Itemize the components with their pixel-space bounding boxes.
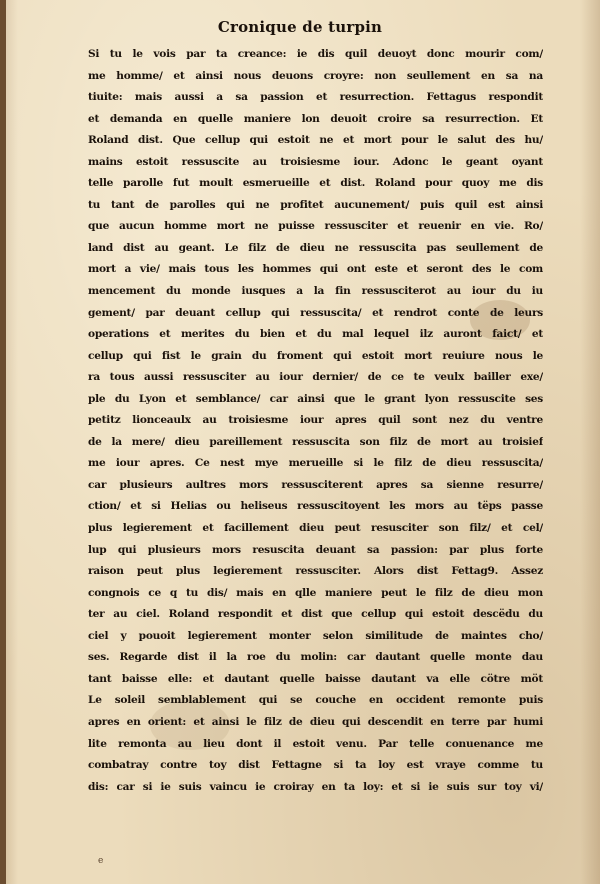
text-line: tiuite: mais aussi a sa passion et resurrection. Fettagus respondit bbox=[88, 91, 543, 104]
text-line: mencement du monde iusques a la fin ressusciterot au iour du iu bbox=[88, 285, 543, 298]
text-line: me homme/ et ainsi nous deuons croyre: non seullement en sa na bbox=[88, 69, 543, 82]
text-line: ction/ et si Helias ou heliseus ressuscitoyent les mors au tëps passe bbox=[88, 500, 543, 513]
text-line: tu tant de parolles qui ne profitet aucunement/ puis quil est ainsi bbox=[88, 198, 543, 211]
body-text-block bbox=[88, 44, 543, 798]
text-line: ciel y pouoit legierement monter selon similitude de maintes cho/ bbox=[88, 629, 543, 642]
text-line: plus legierement et facillement dieu peut resusciter son filz/ et cel/ bbox=[88, 522, 543, 535]
text-line: car plusieurs aultres mors ressusciterent apres sa sienne resurre/ bbox=[88, 478, 543, 491]
text-line: Roland dist. Que cellup qui estoit ne et mort pour le salut des hu/ bbox=[88, 134, 543, 147]
text-line: ter au ciel. Roland respondit et dist que cellup qui estoit descëdu du bbox=[88, 608, 543, 621]
text-line: ple du Lyon et semblance/ car ainsi que le grant lyon ressuscite ses bbox=[88, 392, 543, 405]
text-line: Si tu le vois par ta creance: ie dis quil deuoyt donc mourir com/ bbox=[88, 48, 543, 60]
footer-mark: e bbox=[98, 856, 104, 866]
text-line: dis: car si ie suis vaincu ie croiray en ta loy: et si ie suis sur toy vi/ bbox=[88, 780, 543, 793]
text-line: raison peut plus legierement ressusciter. Alors dist Fettag9. Assez bbox=[88, 565, 543, 578]
text-line: Le soleil semblablement qui se couche en occident remonte puis bbox=[88, 694, 543, 707]
text-line: et demanda en quelle maniere lon deuoit croire sa resurrection. Et bbox=[88, 112, 543, 125]
running-header: Cronique de turpin bbox=[217, 18, 383, 36]
text-line: telle parolle fut moult esmerueille et dist. Roland pour quoy me dis bbox=[88, 177, 543, 190]
text-line: petitz lionceaulx au troisiesme iour apres quil sont nez du ventre bbox=[88, 414, 543, 427]
text-line: apres en orient: et ainsi le filz de dieu qui descendit en terre par humi bbox=[88, 715, 543, 728]
text-line: land dist au geant. Le filz de dieu ne ressuscita pas seullement de bbox=[88, 241, 543, 254]
text-line: lite remonta au lieu dont il estoit venu. Par telle conuenance me bbox=[88, 737, 543, 750]
text-line: cellup qui fist le grain du froment qui estoit mort reuiure nous le bbox=[88, 349, 543, 362]
text-line: operations et merites du bien et du mal lequel ilz auront faict/ et bbox=[88, 328, 543, 341]
text-line: congnois ce q tu dis/ mais en qlle maniere peut le filz de dieu mon bbox=[88, 586, 543, 599]
text-line: ra tous aussi ressusciter au iour dernier/ de ce te veulx bailler exe/ bbox=[88, 371, 543, 384]
text-line: gement/ par deuant cellup qui ressuscita/ et rendrot conte de leurs bbox=[88, 306, 543, 319]
text-line: de la mere/ dieu pareillement ressuscita son filz de mort au troisief bbox=[88, 435, 543, 448]
text-line: mort a vie/ mais tous les hommes qui ont este et seront des le com bbox=[88, 263, 543, 276]
text-line: tant baisse elle: et dautant quelle baisse dautant va elle cötre möt bbox=[88, 672, 543, 685]
text-line: combatray contre toy dist Fettagne si ta loy est vraye comme tu bbox=[88, 759, 543, 772]
text-line: mains estoit ressuscite au troisiesme iour. Adonc le geant oyant bbox=[88, 155, 543, 168]
text-line: me iour apres. Ce nest mye merueille si le filz de dieu ressuscita/ bbox=[88, 457, 543, 470]
text-line: lup qui plusieurs mors resuscita deuant sa passion: par plus forte bbox=[88, 543, 543, 556]
text-line: que aucun homme mort ne puisse ressusciter et reuenir en vie. Ro/ bbox=[88, 220, 543, 233]
page-edge-shadow bbox=[0, 0, 6, 884]
text-line: ses. Regarde dist il la roe du molin: car dautant quelle monte dau bbox=[88, 651, 543, 664]
